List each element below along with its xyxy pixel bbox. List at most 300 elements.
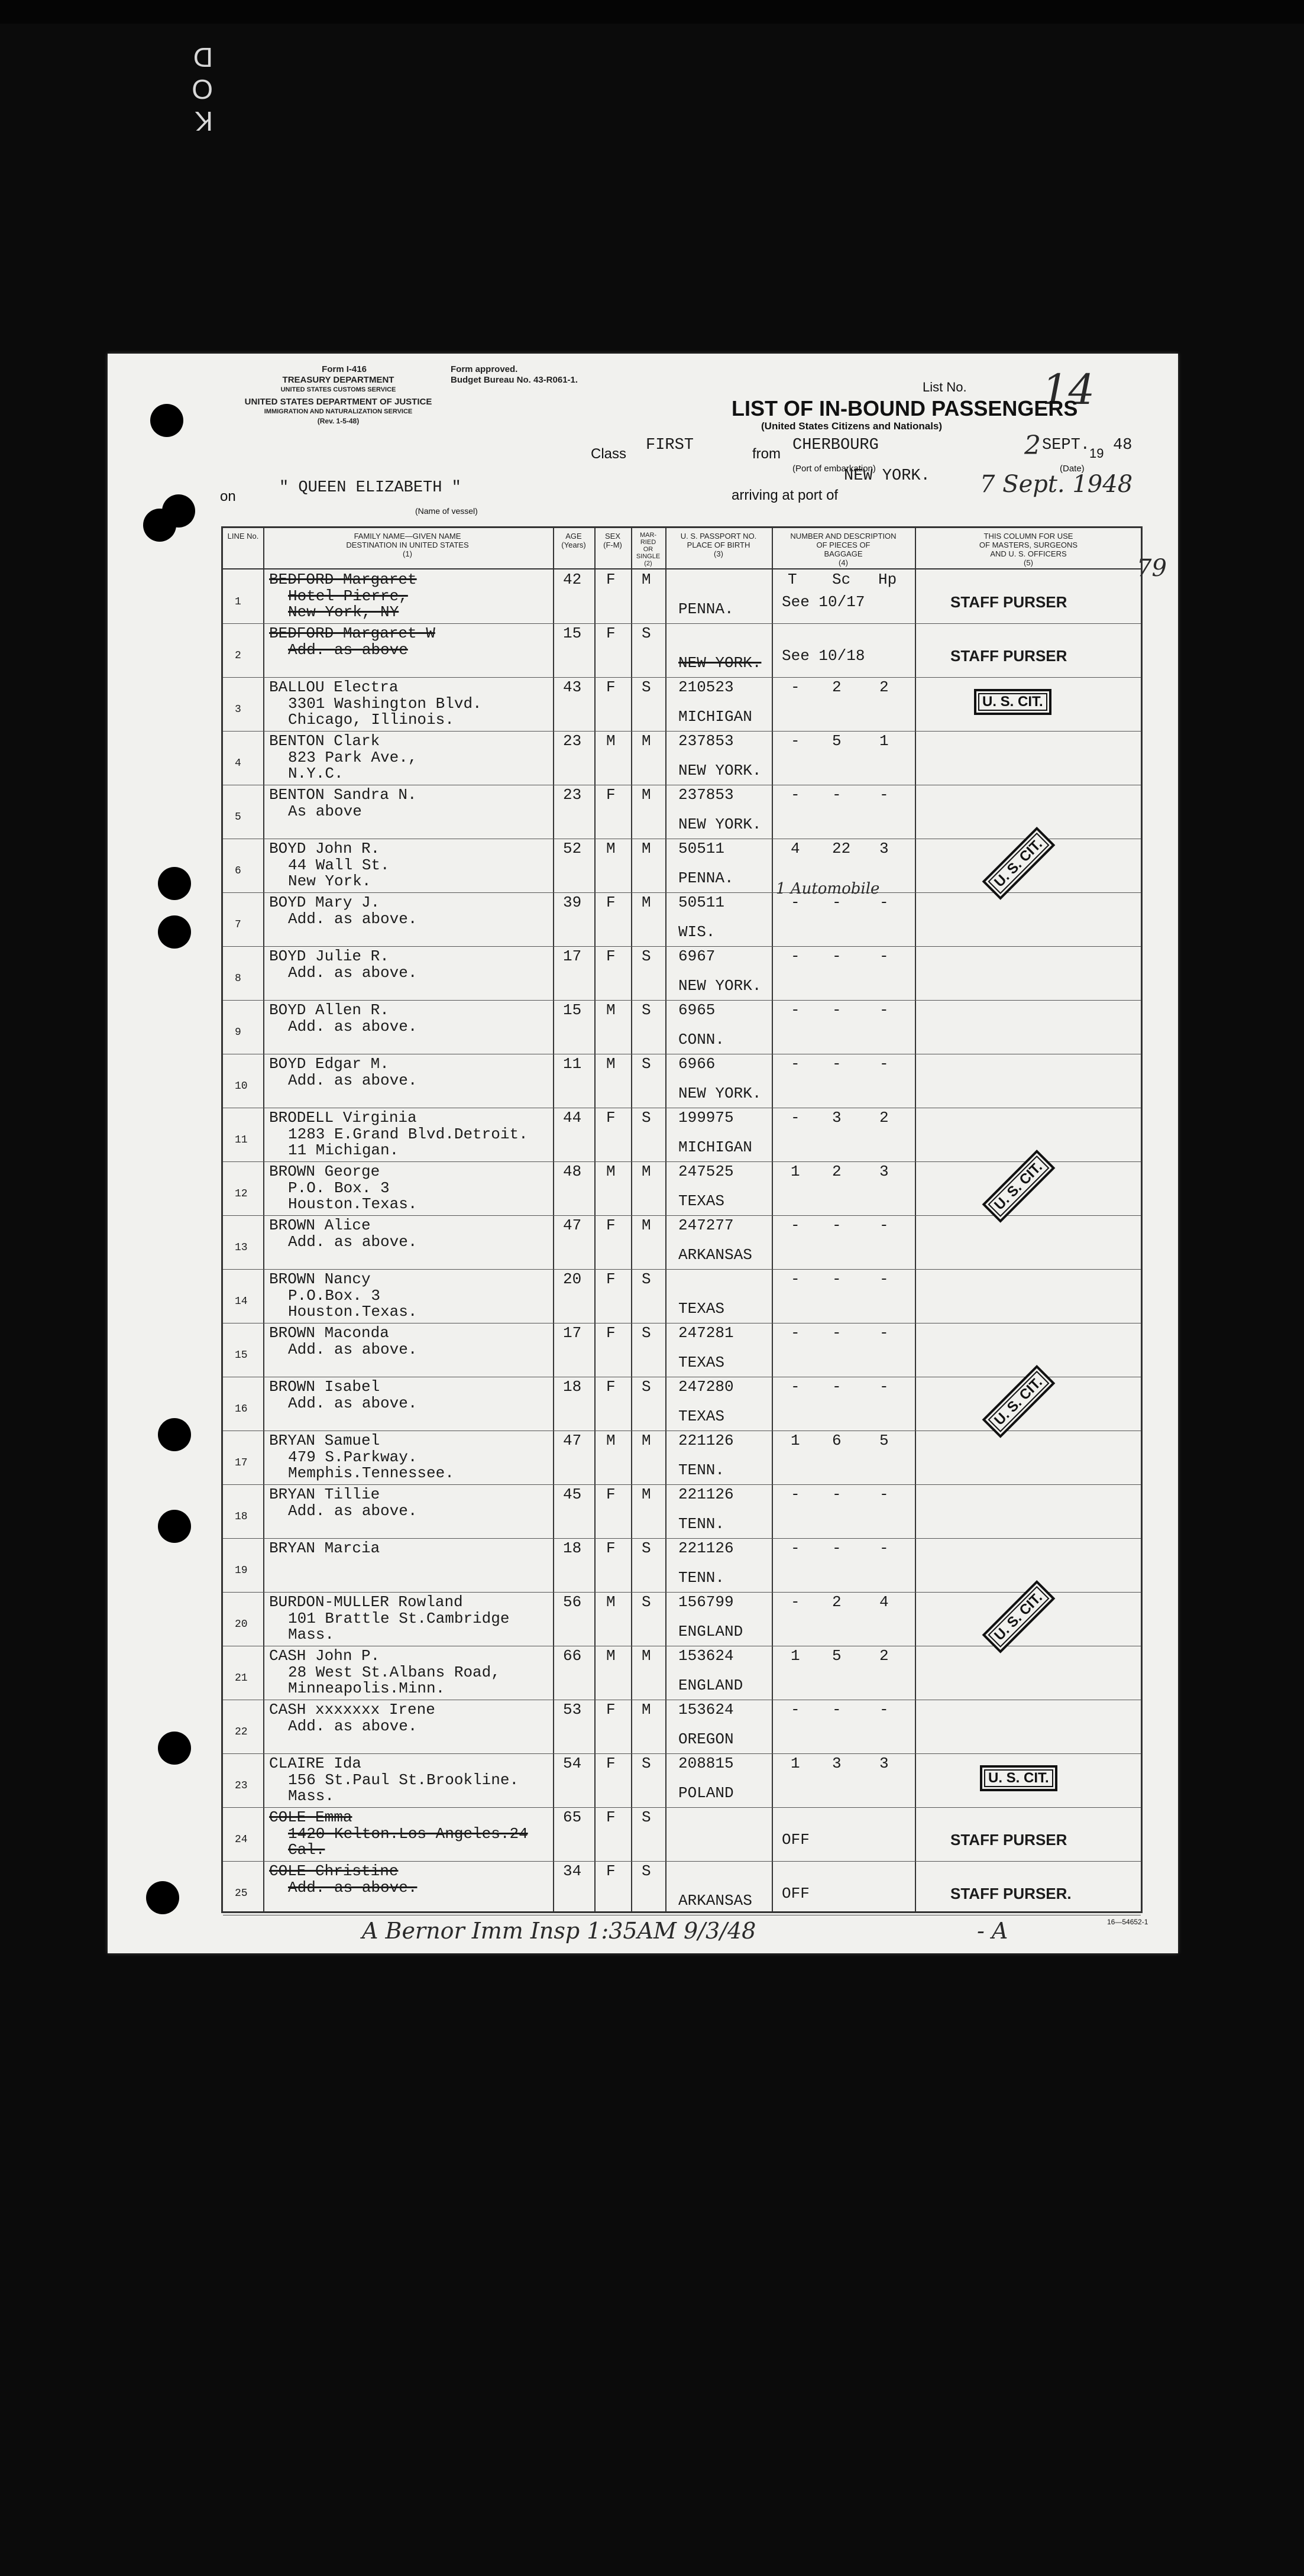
passenger-destination: 44 Wall St. (288, 856, 390, 874)
passenger-name: BOYD Julie R. (269, 947, 389, 965)
passenger-name: BROWN George (269, 1163, 380, 1180)
place-of-birth: ENGLAND (678, 1677, 743, 1694)
baggage-handpieces: 5 (879, 1432, 889, 1449)
passenger-sex: M (606, 840, 616, 857)
passenger-destination: P.O. Box. 3 (288, 1179, 390, 1197)
passport-number: 199975 (678, 1109, 734, 1127)
passenger-sex: F (606, 1378, 616, 1396)
place-of-birth: ARKANSAS (678, 1892, 752, 1910)
passenger-age: 34 (563, 1862, 582, 1880)
passenger-name: BROWN Isabel (269, 1378, 380, 1396)
passenger-destination: Add. as above. (288, 964, 418, 982)
passenger-sex: F (606, 1216, 616, 1234)
passenger-sex: M (606, 1055, 616, 1073)
vessel-name: " QUEEN ELIZABETH " (279, 479, 461, 497)
passenger-marital: M (642, 894, 651, 911)
baggage-trunks: - (791, 678, 800, 696)
line-number: 11 (235, 1134, 248, 1146)
passenger-destination: 28 West St.Albans Road, (288, 1664, 500, 1681)
passenger-sex: M (606, 1163, 616, 1180)
passenger-name: BRYAN Samuel (269, 1432, 380, 1449)
date-year: 48 (1113, 436, 1132, 454)
baggage-handpieces: 2 (879, 1109, 889, 1127)
line-number: 2 (235, 650, 241, 662)
on-label: on (220, 488, 236, 504)
passenger-age: 17 (563, 947, 582, 965)
passenger-name: BROWN Nancy (269, 1270, 371, 1288)
print-code: 16—54652-1 (1107, 1918, 1148, 1926)
passenger-marital: M (642, 1486, 651, 1503)
passenger-age: 56 (563, 1593, 582, 1611)
baggage-suitcases: 5 (832, 732, 842, 750)
row-divider (223, 946, 1141, 947)
baggage-suitcases: 6 (832, 1432, 842, 1449)
baggage-trunks: 1 (791, 1432, 800, 1449)
baggage-suitcases: 5 (832, 1647, 842, 1665)
place-of-birth: ARKANSAS (678, 1246, 752, 1264)
punch-hole (146, 1881, 179, 1914)
baggage-trunks: - (791, 1593, 800, 1611)
passenger-marital: M (642, 571, 651, 588)
passenger-sex: F (606, 947, 616, 965)
page-subtitle: (United States Citizens and Nationals) (761, 420, 943, 432)
baggage-trunks: - (791, 1001, 800, 1019)
passenger-age: 47 (563, 1216, 582, 1234)
passport-number: 6966 (678, 1055, 716, 1073)
passport-number: 208815 (678, 1755, 734, 1772)
us-citizen-stamp: U. S. CIT. (980, 1765, 1057, 1791)
punch-hole (158, 1418, 191, 1451)
passenger-sex: F (606, 1701, 616, 1719)
passenger-destination: Hotel Pierre, (288, 587, 408, 605)
place-of-birth: PENNA. (678, 600, 734, 618)
row-divider (223, 731, 1141, 732)
baggage-header-t: T (788, 571, 797, 588)
port-embark-caption: (Port of embarkation) (792, 464, 876, 474)
punch-hole (158, 915, 191, 949)
dept-justice: UNITED STATES DEPARTMENT OF JUSTICE (244, 397, 432, 407)
passenger-marital: M (642, 1647, 651, 1665)
baggage-trunks: 4 (791, 840, 800, 857)
passport-number: 221126 (678, 1432, 734, 1449)
baggage-handpieces: - (879, 1539, 889, 1557)
arriving-label: arriving at port of (732, 487, 839, 503)
passenger-name: BOYD Edgar M. (269, 1055, 389, 1073)
passenger-sex: F (606, 624, 616, 642)
baggage-suitcases: - (832, 1216, 842, 1234)
passenger-destination: Mass. (288, 1626, 335, 1643)
line-number: 13 (235, 1242, 248, 1254)
line-number: 9 (235, 1027, 241, 1038)
line-number: 23 (235, 1780, 248, 1792)
us-citizen-stamp: U. S. CIT. (982, 827, 1056, 900)
passenger-name: BOYD John R. (269, 840, 380, 857)
staff-purser-note: STAFF PURSER (950, 593, 1067, 611)
passenger-destination: Add. as above. (288, 1502, 418, 1520)
punch-hole (158, 1732, 191, 1765)
passenger-destination: Houston.Texas. (288, 1303, 418, 1321)
line-number: 19 (235, 1565, 248, 1577)
passenger-name: BRYAN Tillie (269, 1486, 380, 1503)
baggage-suitcases: 2 (832, 1593, 842, 1611)
place-of-birth: TEXAS (678, 1407, 725, 1425)
passport-number: 247280 (678, 1378, 734, 1396)
passenger-marital: M (642, 1432, 651, 1449)
passenger-age: 11 (563, 1055, 582, 1073)
baggage-trunks: - (791, 732, 800, 750)
place-of-birth: POLAND (678, 1784, 734, 1802)
place-of-birth: PENNA. (678, 869, 734, 887)
passport-number: 6965 (678, 1001, 716, 1019)
passenger-sex: F (606, 1324, 616, 1342)
baggage-trunks: - (791, 894, 800, 911)
col-header-baggage: NUMBER AND DESCRIPTION OF PIECES OF BAGGAGE (4) (790, 532, 897, 567)
passenger-age: 18 (563, 1539, 582, 1557)
passenger-name: BENTON Sandra N. (269, 786, 417, 804)
baggage-handpieces: 2 (879, 678, 889, 696)
class-value: FIRST (646, 436, 694, 454)
line-number: 16 (235, 1403, 248, 1415)
passenger-name: BROWN Alice (269, 1216, 371, 1234)
line-number: 3 (235, 704, 241, 716)
vessel-caption: (Name of vessel) (415, 506, 478, 516)
passenger-destination: Houston.Texas. (288, 1195, 418, 1213)
passenger-marital: S (642, 1593, 651, 1611)
dept-treasury: TREASURY DEPARTMENT (282, 375, 394, 385)
staff-purser-note: STAFF PURSER. (950, 1885, 1072, 1902)
place-of-birth: NEW YORK. (678, 815, 762, 833)
baggage-suitcases: - (832, 1270, 842, 1288)
passenger-destination: P.O.Box. 3 (288, 1287, 381, 1305)
baggage-header-sc: Sc (832, 571, 851, 588)
passenger-sex: F (606, 1270, 616, 1288)
baggage-handpieces: - (879, 786, 889, 804)
passenger-destination: 1420 Kelton.Los Angeles.24 (288, 1825, 528, 1843)
baggage-handpieces: - (879, 1001, 889, 1019)
list-number-label: List No. (923, 380, 967, 394)
baggage-trunks: - (791, 1486, 800, 1503)
row-divider (223, 1269, 1141, 1270)
baggage-trunks: - (791, 786, 800, 804)
passenger-name: BEDFORD Margaret W (269, 624, 435, 642)
passenger-age: 47 (563, 1432, 582, 1449)
baggage-trunks: - (791, 1270, 800, 1288)
baggage-suitcases: - (832, 1701, 842, 1719)
passenger-destination: New York. (288, 872, 371, 890)
date-caption: (Date) (1060, 464, 1085, 474)
passenger-name: COLE Christine (269, 1862, 399, 1880)
passenger-sex: M (606, 1593, 616, 1611)
passenger-name: CLAIRE Ida (269, 1755, 362, 1772)
passenger-age: 52 (563, 840, 582, 857)
passenger-marital: S (642, 1109, 651, 1127)
date-year-prefix: 19 (1089, 446, 1104, 461)
baggage-suitcases: - (832, 1324, 842, 1342)
row-divider (223, 1484, 1141, 1485)
passenger-destination: Memphis.Tennessee. (288, 1464, 454, 1482)
baggage-note: See 10/17 (782, 593, 865, 611)
form-revision: (Rev. 1-5-48) (317, 417, 360, 425)
passport-number: 247525 (678, 1163, 734, 1180)
passenger-name: BRYAN Marcia (269, 1539, 380, 1557)
baggage-note: OFF (782, 1831, 810, 1849)
passport-number: 221126 (678, 1486, 734, 1503)
passenger-name: BURDON-MULLER Rowland (269, 1593, 463, 1611)
place-of-birth: TEXAS (678, 1354, 725, 1371)
row-divider (223, 1861, 1141, 1862)
baggage-trunks: - (791, 1216, 800, 1234)
line-number: 25 (235, 1888, 248, 1899)
baggage-suitcases: - (832, 1055, 842, 1073)
baggage-trunks: - (791, 1109, 800, 1127)
passenger-sex: F (606, 1486, 616, 1503)
baggage-suitcases: 3 (832, 1755, 842, 1772)
passenger-destination: 479 S.Parkway. (288, 1448, 418, 1466)
baggage-suitcases: - (832, 1486, 842, 1503)
line-number: 20 (235, 1619, 248, 1630)
inspector-signature: A Bernor Imm Insp 1:35AM 9/3/48 (362, 1918, 756, 1944)
passenger-destination: Add. as above (288, 641, 408, 659)
passenger-destination: As above (288, 802, 362, 820)
passenger-marital: S (642, 1270, 651, 1288)
passenger-marital: M (642, 786, 651, 804)
passenger-destination: Add. as above. (288, 1233, 418, 1251)
inspector-suffix: - A (977, 1918, 1008, 1944)
passport-number: 210523 (678, 678, 734, 696)
place-of-birth: NEW YORK. (678, 977, 762, 995)
passenger-marital: S (642, 1001, 651, 1019)
passenger-marital: S (642, 678, 651, 696)
passenger-sex: F (606, 786, 616, 804)
form-number: Form I-416 (322, 364, 367, 374)
baggage-trunks: 1 (791, 1647, 800, 1665)
row-divider (223, 1807, 1141, 1808)
place-of-birth: TEXAS (678, 1192, 725, 1210)
class-label: Class (591, 446, 627, 462)
passenger-age: 48 (563, 1163, 582, 1180)
passenger-destination: Add. as above. (288, 1394, 418, 1412)
passenger-sex: F (606, 1862, 616, 1880)
corner-note: 79 (1137, 555, 1167, 582)
line-number: 12 (235, 1188, 248, 1200)
baggage-suitcases: - (832, 1539, 842, 1557)
row-divider (223, 1753, 1141, 1754)
passenger-age: 17 (563, 1324, 582, 1342)
us-citizen-stamp: U. S. CIT. (982, 1150, 1056, 1223)
dept-justice-sub: IMMIGRATION AND NATURALIZATION SERVICE (264, 408, 413, 415)
baggage-handpieces: - (879, 1486, 889, 1503)
place-of-birth: MICHIGAN (678, 1138, 752, 1156)
baggage-handpieces: 3 (879, 1163, 889, 1180)
passenger-age: 15 (563, 1001, 582, 1019)
baggage-handpieces: 1 (879, 732, 889, 750)
baggage-handpieces: 4 (879, 1593, 889, 1611)
passenger-name: CASH John P. (269, 1647, 380, 1665)
passenger-sex: F (606, 1109, 616, 1127)
passenger-marital: M (642, 732, 651, 750)
from-value: CHERBOURG (792, 436, 879, 454)
baggage-handpieces: - (879, 1055, 889, 1073)
passenger-destination: Add. as above. (288, 910, 418, 928)
place-of-birth: MICHIGAN (678, 708, 752, 726)
passenger-destination: 1283 E.Grand Blvd.Detroit. (288, 1125, 528, 1143)
passport-number: 153624 (678, 1701, 734, 1719)
baggage-note: See 10/18 (782, 647, 865, 665)
passenger-age: 15 (563, 624, 582, 642)
passenger-marital: M (642, 1216, 651, 1234)
line-number: 6 (235, 865, 241, 877)
baggage-suitcases: - (832, 1001, 842, 1019)
baggage-handpieces: - (879, 947, 889, 965)
passenger-sex: F (606, 1539, 616, 1557)
passenger-destination: Add. as above. (288, 1717, 418, 1735)
arrival-port: NEW YORK. (844, 467, 930, 485)
line-number: 14 (235, 1296, 248, 1308)
passport-number: 237853 (678, 732, 734, 750)
row-divider (223, 1000, 1141, 1001)
baggage-note: OFF (782, 1885, 810, 1902)
passport-number: 221126 (678, 1539, 734, 1557)
col-header-line: LINE No. (227, 532, 259, 541)
passenger-sex: F (606, 571, 616, 588)
passenger-age: 20 (563, 1270, 582, 1288)
passport-number: 247277 (678, 1216, 734, 1234)
place-of-birth: TEXAS (678, 1300, 725, 1318)
passenger-destination: Mass. (288, 1787, 335, 1805)
baggage-handpieces: - (879, 1324, 889, 1342)
place-of-birth: ENGLAND (678, 1623, 743, 1640)
line-number: 21 (235, 1672, 248, 1684)
place-of-birth: NEW YORK. (678, 654, 762, 672)
baggage-handpieces: - (879, 894, 889, 911)
staff-purser-note: STAFF PURSER (950, 647, 1067, 665)
passenger-age: 53 (563, 1701, 582, 1719)
baggage-handpieces: - (879, 1378, 889, 1396)
film-edge (0, 0, 1304, 24)
baggage-handpieces: 2 (879, 1647, 889, 1665)
passport-number: 50511 (678, 840, 725, 857)
passenger-name: BALLOU Electra (269, 678, 399, 696)
form-approved: Form approved. (451, 364, 518, 374)
passenger-sex: M (606, 1001, 616, 1019)
passenger-destination: 3301 Washington Blvd. (288, 695, 482, 713)
col-header-officers: THIS COLUMN FOR USE OF MASTERS, SURGEONS AND U. S. OFFICERS (5) (979, 532, 1078, 567)
passenger-marital: M (642, 1701, 651, 1719)
punch-hole (158, 867, 191, 900)
place-of-birth: TENN. (678, 1461, 725, 1479)
passenger-age: 43 (563, 678, 582, 696)
line-number: 5 (235, 811, 241, 823)
place-of-birth: TENN. (678, 1569, 725, 1587)
baggage-header-hp: Hp (878, 571, 897, 588)
passenger-destination: 823 Park Ave., (288, 749, 418, 766)
baggage-suitcases: - (832, 947, 842, 965)
baggage-handpieces: - (879, 1270, 889, 1288)
page-title: LIST OF IN-BOUND PASSENGERS (732, 396, 1078, 420)
row-divider (223, 1161, 1141, 1162)
place-of-birth: TENN. (678, 1515, 725, 1533)
passenger-destination: Add. as above. (288, 1072, 418, 1089)
passenger-marital: M (642, 1163, 651, 1180)
place-of-birth: NEW YORK. (678, 1085, 762, 1102)
us-citizen-stamp: U. S. CIT. (982, 1365, 1056, 1438)
place-of-birth: NEW YORK. (678, 762, 762, 779)
passenger-marital: S (642, 1862, 651, 1880)
passenger-sex: F (606, 894, 616, 911)
film-label: K O D (127, 42, 213, 137)
baggage-trunks: - (791, 947, 800, 965)
baggage-handpieces: - (879, 1216, 889, 1234)
line-number: 7 (235, 919, 241, 931)
line-number: 10 (235, 1080, 248, 1092)
baggage-handpieces: - (879, 1701, 889, 1719)
baggage-trunks: - (791, 1324, 800, 1342)
passenger-age: 18 (563, 1378, 582, 1396)
passenger-name: COLE Emma (269, 1808, 352, 1826)
baggage-suitcases: - (832, 894, 842, 911)
passenger-destination: 11 Michigan. (288, 1141, 399, 1159)
passenger-destination: Add. as above. (288, 1341, 418, 1358)
passenger-destination: Minneapolis.Minn. (288, 1679, 445, 1697)
passenger-marital: S (642, 1539, 651, 1557)
col-header-married: MAR- RIED OR SINGLE (2) (636, 532, 661, 567)
col-header-age: AGE (Years) (561, 532, 586, 549)
passenger-marital: M (642, 840, 651, 857)
passenger-sex: M (606, 1432, 616, 1449)
baggage-suitcases: 2 (832, 678, 842, 696)
baggage-trunks: 1 (791, 1163, 800, 1180)
baggage-suitcases: - (832, 786, 842, 804)
baggage-handpieces: 3 (879, 840, 889, 857)
line-number: 4 (235, 758, 241, 769)
baggage-trunks: - (791, 1539, 800, 1557)
passenger-age: 44 (563, 1109, 582, 1127)
place-of-birth: CONN. (678, 1031, 725, 1048)
passenger-marital: S (642, 1808, 651, 1826)
passenger-destination: Add. as above. (288, 1879, 418, 1897)
passenger-age: 42 (563, 571, 582, 588)
auto-note: 1 Automobile (776, 880, 880, 898)
passenger-age: 66 (563, 1647, 582, 1665)
passenger-name: BOYD Mary J. (269, 894, 380, 911)
punch-hole (162, 494, 195, 528)
passport-number: 237853 (678, 786, 734, 804)
passport-number: 247281 (678, 1324, 734, 1342)
passenger-sex: M (606, 1647, 616, 1665)
passenger-name: BROWN Maconda (269, 1324, 389, 1342)
passenger-age: 65 (563, 1808, 582, 1826)
baggage-suitcases: 2 (832, 1163, 842, 1180)
place-of-birth: WIS. (678, 923, 716, 941)
row-divider (223, 677, 1141, 678)
row-divider (223, 1592, 1141, 1593)
passport-number: 50511 (678, 894, 725, 911)
line-number: 17 (235, 1457, 248, 1469)
passenger-sex: M (606, 732, 616, 750)
passenger-marital: S (642, 1755, 651, 1772)
col-header-name: FAMILY NAME—GIVEN NAME DESTINATION IN UNITED STATES (1) (346, 532, 469, 558)
passenger-name: BEDFORD Margaret (269, 571, 417, 588)
list-number-value: 14 (1042, 365, 1095, 414)
passenger-name: BOYD Allen R. (269, 1001, 389, 1019)
passenger-marital: S (642, 1378, 651, 1396)
passenger-sex: F (606, 1808, 616, 1826)
line-number: 1 (235, 596, 241, 608)
staff-purser-note: STAFF PURSER (950, 1831, 1067, 1849)
passenger-sex: F (606, 1755, 616, 1772)
line-number: 22 (235, 1726, 248, 1738)
baggage-handpieces: 3 (879, 1755, 889, 1772)
